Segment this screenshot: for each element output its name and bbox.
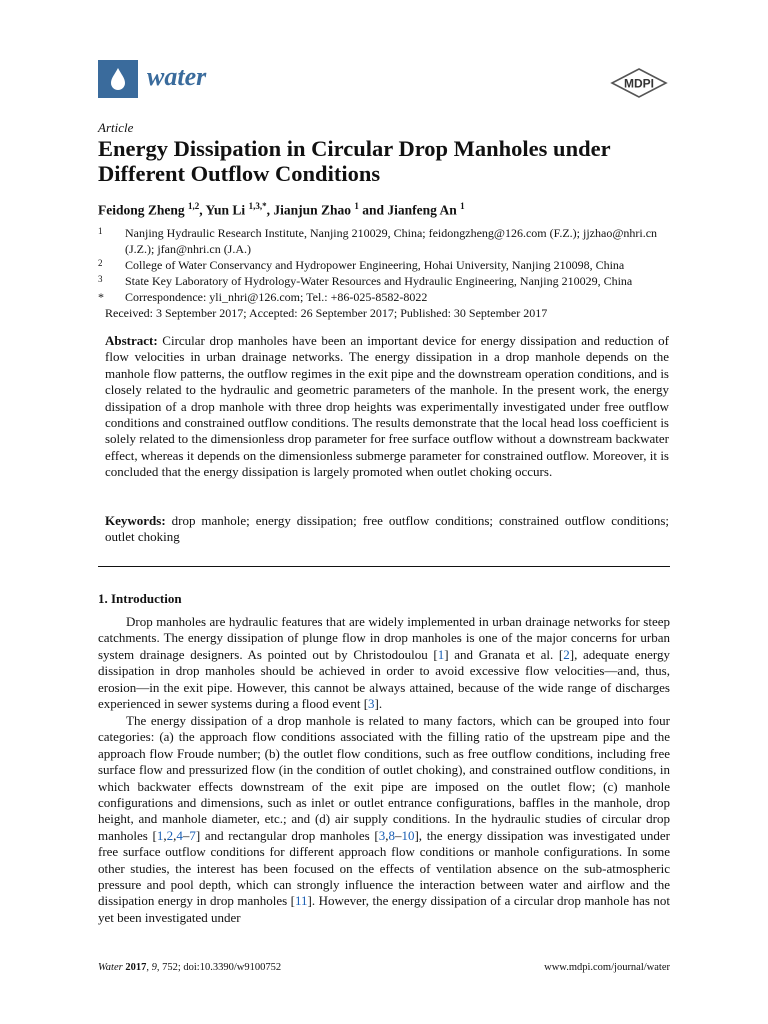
paragraph-text: – bbox=[182, 827, 190, 843]
journal-name[interactable]: water bbox=[147, 62, 207, 91]
publisher-name: MDPI bbox=[624, 76, 654, 91]
affiliation-number: 3 bbox=[98, 274, 103, 284]
section-heading: 1. Introduction bbox=[98, 591, 182, 606]
citation-link[interactable]: 3 bbox=[378, 827, 386, 843]
paragraph-text: ], the energy dissipation was investigated under free surface outflow conditions for different approach flow conditions or manhole configurations. In some other studies, the interest has been focused on the effects of ventilation absence on the sub-atmospheric pressure and pool depth, which can strongly influence the interaction between water and airflow and the dissipation energy in drop manholes [ bbox=[98, 827, 671, 909]
abstract bbox=[105, 333, 669, 481]
citation-link[interactable]: 8 bbox=[388, 827, 395, 843]
citation-link[interactable]: 7 bbox=[189, 827, 196, 843]
footer-doi: , 752; doi:10.3390/w9100752 bbox=[156, 962, 282, 973]
article-type: Article bbox=[98, 120, 134, 135]
abstract-label: Abstract: bbox=[105, 333, 158, 348]
intro-paragraph-1 bbox=[98, 614, 670, 712]
footer-url[interactable]: www.mdpi.com/journal/water bbox=[544, 962, 670, 973]
author-affil-marker: 1 bbox=[460, 201, 465, 211]
section-divider bbox=[98, 566, 670, 567]
paragraph-text: ] and Granata et al. [ bbox=[444, 646, 564, 662]
abstract-text: Circular drop manholes have been an important device for energy dissipation and reduction of flow velocities in urban drainage networks. The energy dissipation in a drop manhole depends on the manhole flow patterns, the outflow regimes in the exit pipe and the downstream operation conditions, and is closely related to the hydraulic and geometric parameters of the manhole. In the present work, the energy dissipation of a drop manhole with three drop heights was experimentally investigated under free outflow conditions and constrained outflow conditions. The results demonstrate that the local head loss coefficient is solely related to the dimensionless drop parameter for free surface outflow without a downstream backwater effect, whereas it depends on the dimensionless submerge parameter for constrained outflow. Moreover, it is concluded that the energy dissipation is largely promoted when outlet choking occurs. bbox=[105, 333, 670, 480]
citation-link[interactable]: 2 bbox=[563, 646, 570, 662]
paragraph-text: The energy dissipation of a drop manhole is related to many factors, which can be grouped into four categories: (a) the approach flow conditions associated with the filling ratio of the upstream pipe and the approach flow Froude number; (b) the outlet flow conditions, such as free outflow conditions, including free surface flow and pressurized flow (in the condition of outlet choking), and constrained outflow conditions, in which backwater effects downstream of the exit pipe are imposed on the outlet flow; (c) manhole configurations and dimensions, such as inlet or outlet entrance configurations, baffles in the manhole, drop height, and manhole diameter, etc.; and (d) air supply conditions. In the hydraulic studies of circular drop manholes [ bbox=[98, 713, 670, 843]
footer-journal: Water bbox=[98, 962, 123, 973]
affiliation-text: State Key Laboratory of Hydrology-Water Resources and Hydraulic Engineering, Nanjing 210029, China bbox=[125, 274, 633, 288]
paragraph-text: , bbox=[385, 827, 389, 843]
citation-link[interactable]: 11 bbox=[295, 893, 308, 909]
paragraph-text: ]. bbox=[374, 696, 383, 712]
author-list: Feidong Zheng $^{1,2}$, Yun Li $^{1,3,*}$, Jianjun Zhao $^1$ and Jianfeng An $^1$ bbox=[98, 201, 465, 218]
paragraph-text: ]. However, the energy dissipation of a circular drop manhole has not yet been investigated under bbox=[98, 893, 671, 925]
author-name: Feidong Zheng bbox=[98, 202, 185, 218]
mdpi-logo-icon[interactable] bbox=[610, 68, 668, 98]
paper-title: Energy Dissipation in Circular Drop Manholes under Different Outflow Conditions bbox=[98, 136, 611, 186]
author-name: Jianfeng An bbox=[387, 202, 457, 218]
author-name: Yun Li bbox=[205, 202, 246, 218]
paragraph-text: ], adequate energy dissipation in drop manholes should be achieved in order to avoid excessive flow velocities—and, thus, erosion—in the exit pipe. However, this cannot be always attained, because of the wide range of discharges experienced in sewer systems during a flood event [ bbox=[98, 646, 671, 712]
keywords-label: Keywords: bbox=[105, 513, 166, 528]
paragraph-text: , bbox=[173, 827, 177, 843]
paragraph-text: , bbox=[163, 827, 167, 843]
citation-link[interactable]: 1 bbox=[156, 827, 164, 843]
correspondence-text: Correspondence: yli_nhri@126.com; Tel.: +86-025-8582-8022 bbox=[125, 290, 428, 304]
author-affil-marker: 1,3,* bbox=[248, 201, 267, 211]
correspondence-marker: * bbox=[98, 290, 104, 304]
paragraph-text: – bbox=[394, 827, 402, 843]
footer-volume: 9 bbox=[151, 962, 157, 973]
keywords bbox=[105, 513, 669, 546]
journal-logo-icon bbox=[98, 60, 138, 98]
affiliation-number: 2 bbox=[98, 258, 103, 268]
citation-link[interactable]: 1 bbox=[437, 646, 445, 662]
intro-paragraph-2 bbox=[98, 713, 670, 926]
citation-link[interactable]: 3 bbox=[368, 696, 375, 712]
publication-dates: Received: 3 September 2017; Accepted: 26 September 2017; Published: 30 September 2017 bbox=[105, 306, 548, 320]
paragraph-text: ] and rectangular drop manholes [ bbox=[195, 827, 379, 843]
footer-citation: Water 2017, 9, 752; doi:10.3390/w9100752 bbox=[98, 962, 282, 973]
paragraph-text: Drop manholes are hydraulic features that are widely implemented in urban drainage networks for steep catchments. The energy dissipation of plunge flow in drop manholes is one of the major concerns for urban system drainage designers. As pointed out by Christodoulou [ bbox=[98, 614, 670, 662]
citation-link[interactable]: 10 bbox=[401, 827, 415, 843]
author-affil-marker: 1,2 bbox=[188, 201, 200, 211]
affiliation-number: 1 bbox=[98, 226, 103, 236]
citation-link[interactable]: 4 bbox=[176, 827, 183, 843]
author-affil-marker: 1 bbox=[354, 201, 359, 211]
keywords-text: drop manhole; energy dissipation; free outflow conditions; constrained outflow conditions; outlet choking bbox=[105, 513, 670, 545]
footer-year: 2017 bbox=[125, 962, 147, 973]
affiliation-text: College of Water Conservancy and Hydropower Engineering, Hohai University, Nanjing 210098, China bbox=[125, 258, 625, 272]
affiliation-text: Nanjing Hydraulic Research Institute, Nanjing 210029, China; feidongzheng@126.com (F.Z.); jjzhao@nhri.cn (J.Z.); jfan@nhri.cn (J.A.) bbox=[125, 226, 658, 256]
author-name: Jianjun Zhao bbox=[273, 202, 351, 218]
citation-link[interactable]: 2 bbox=[166, 827, 174, 843]
